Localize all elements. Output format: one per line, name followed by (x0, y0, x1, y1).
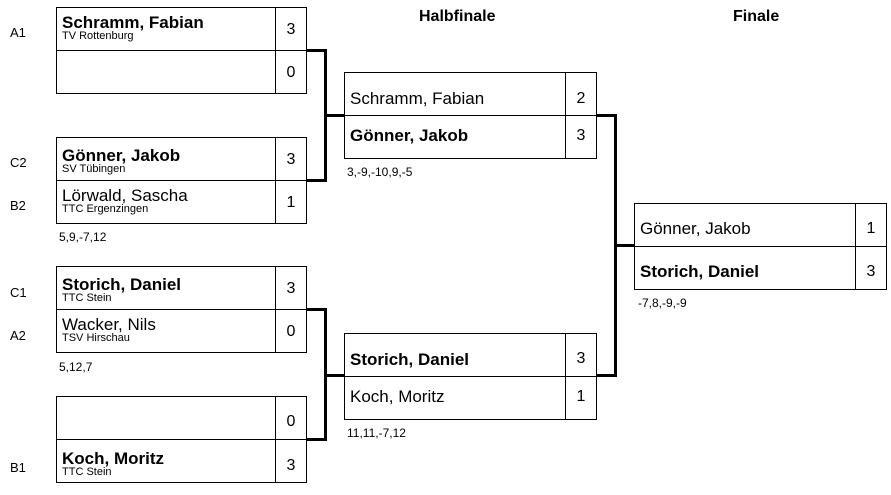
bracket-connector (596, 374, 617, 377)
player-name: Storich, Daniel (640, 262, 760, 281)
bracket-connector (306, 438, 327, 441)
set-scores: 5,9,-7,12 (59, 230, 107, 244)
set-scores: 3,-9,-10,9,-5 (347, 165, 413, 179)
player-club: TV Rottenburg (62, 30, 134, 42)
player-cell (56, 439, 276, 483)
player-name: Schramm, Fabian (62, 13, 204, 32)
semifinal-heading: Halbfinale (419, 8, 496, 25)
seed-label: C1 (10, 285, 27, 300)
bracket-connector (324, 114, 345, 117)
score-cell: 3 (275, 266, 307, 310)
score-cell: 2 (565, 72, 597, 116)
player-cell (56, 180, 276, 224)
player-cell (56, 7, 276, 51)
score-cell: 0 (275, 396, 307, 440)
player-cell (344, 72, 566, 116)
score-cell: 0 (275, 50, 307, 94)
player-name: Lörwald, Sascha (62, 186, 188, 205)
score-cell: 1 (275, 180, 307, 224)
player-cell (634, 203, 856, 247)
seed-label: A2 (10, 328, 26, 343)
player-club: TTC Stein (62, 292, 112, 304)
seed-label: C2 (10, 155, 27, 170)
player-name: Schramm, Fabian (350, 89, 485, 108)
player-cell (344, 376, 566, 420)
player-cell (56, 137, 276, 181)
player-club: TSV Hirschau (62, 332, 130, 344)
score-cell: 3 (855, 246, 887, 290)
seed-label: B1 (10, 460, 26, 475)
player-cell (634, 246, 856, 290)
score-cell: 3 (275, 439, 307, 483)
bracket-connector (324, 374, 345, 377)
player-cell (344, 115, 566, 159)
player-club: TTC Stein (62, 466, 112, 478)
player-name: Koch, Moritz (350, 387, 445, 406)
player-cell (56, 266, 276, 310)
seed-label: A1 (10, 25, 26, 40)
bracket-connector (306, 179, 327, 182)
score-cell: 0 (275, 309, 307, 353)
set-scores: 5,12,7 (59, 360, 93, 374)
player-name: Storich, Daniel (62, 275, 182, 294)
score-cell: 3 (565, 333, 597, 377)
player-club: SV Tübingen (62, 163, 126, 175)
player-cell (56, 309, 276, 353)
player-club: TTC Ergenzingen (62, 203, 149, 215)
player-name: Gönner, Jakob (62, 146, 181, 165)
player-cell (344, 333, 566, 377)
score-cell: 3 (275, 137, 307, 181)
player-cell-empty (56, 50, 276, 94)
seed-label: B2 (10, 198, 26, 213)
score-cell: 3 (275, 7, 307, 51)
player-name: Storich, Daniel (350, 350, 470, 369)
score-cell: 1 (855, 203, 887, 247)
score-cell: 3 (565, 115, 597, 159)
player-cell-empty (56, 396, 276, 440)
final-heading: Finale (733, 8, 780, 25)
set-scores: -7,8,-9,-9 (638, 296, 687, 310)
score-cell: 1 (565, 376, 597, 420)
player-name: Wacker, Nils (62, 315, 156, 334)
bracket-connector (614, 244, 635, 247)
player-name: Koch, Moritz (62, 449, 164, 468)
set-scores: 11,11,-7,12 (347, 426, 406, 440)
player-name: Gönner, Jakob (350, 126, 469, 145)
player-name: Gönner, Jakob (640, 219, 751, 238)
